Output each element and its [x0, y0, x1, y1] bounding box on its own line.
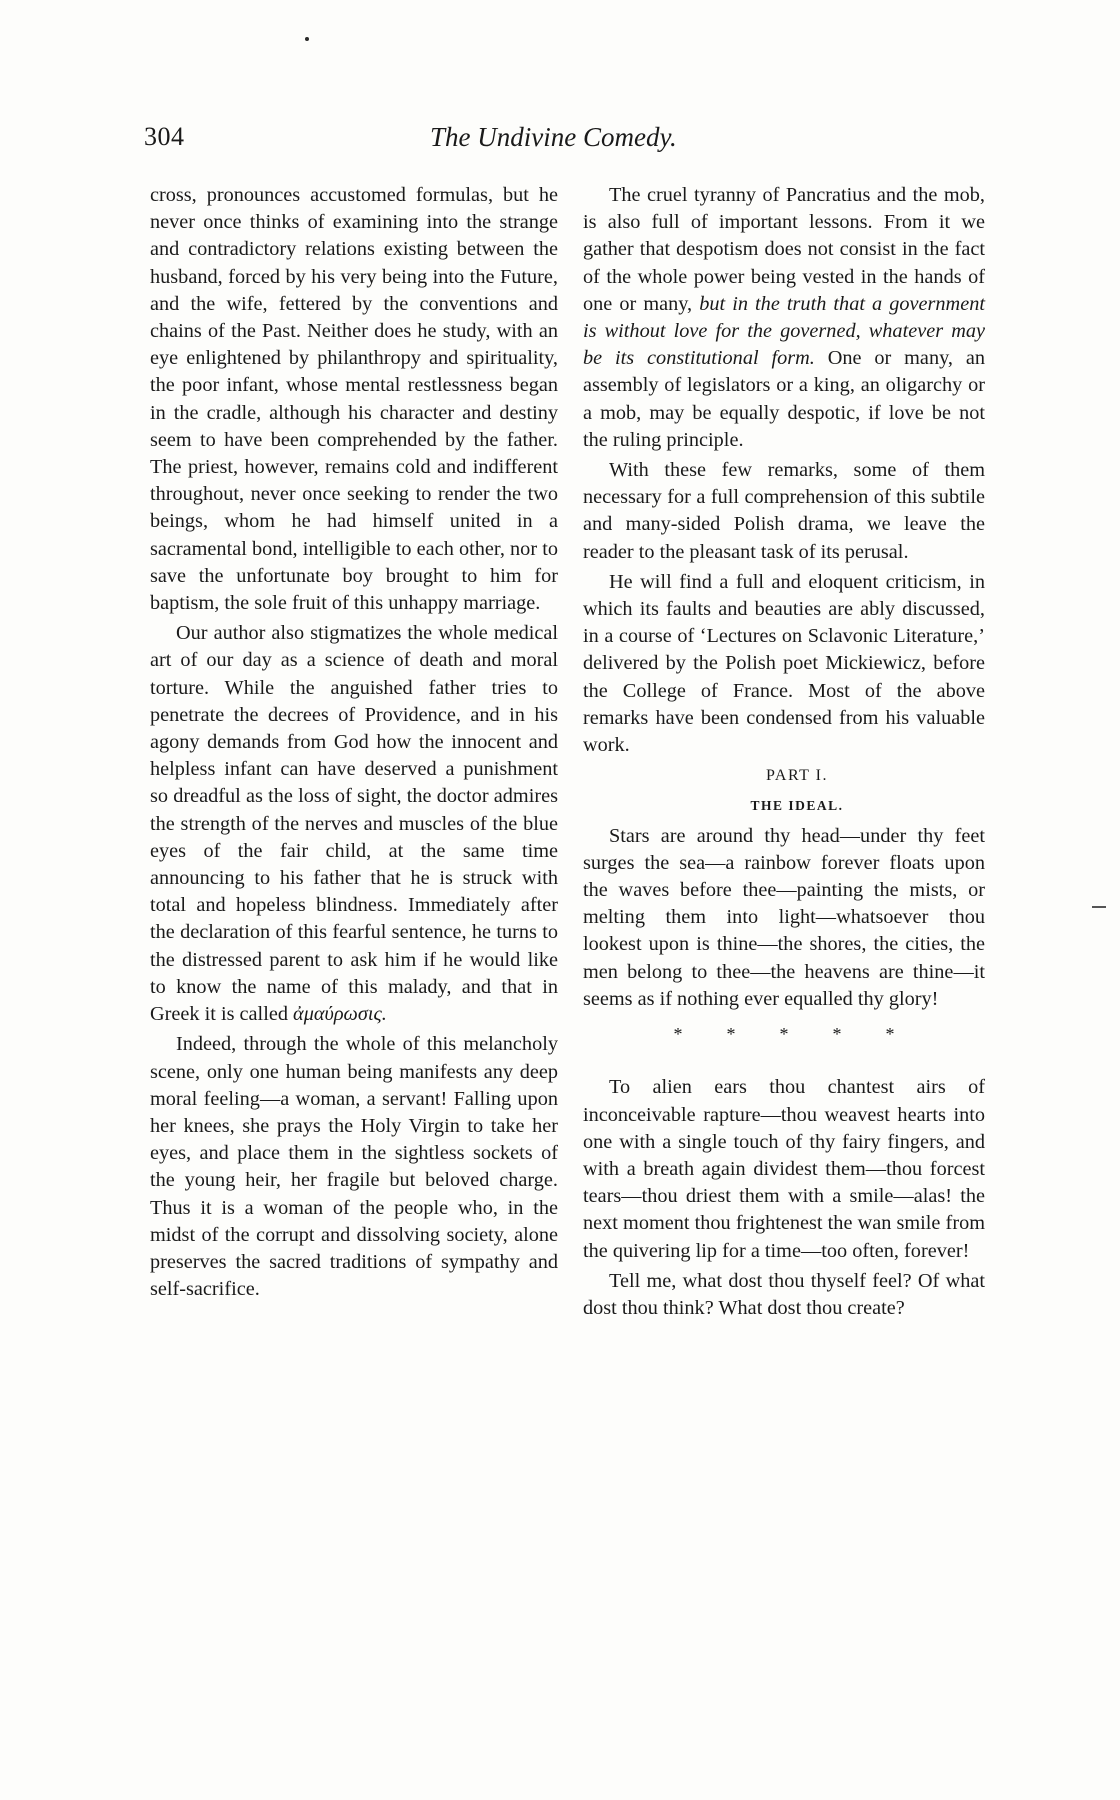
right-paragraph-1-start: The cruel tyranny of Pancratius and the mob, is also full of important lessons. From it we gather that despotism does not consist in the fact of the whole power being vested in the hands of one or many, — [583, 184, 985, 315]
right-paragraph-6: Tell me, what dost thou thyself feel? Of what dost thou think? What dost thou create? — [583, 1269, 985, 1319]
left-paragraph-3: Indeed, through the whole of this melancholy scene, only one human being manifests any deep moral feeling—a woman, a servant! Falling upon her knees, she prays the Holy Virgin to take her eyes, and place them in the sightless sockets of the young heir, her fragile but beloved charge. Thus it is a woman of the people who, in the midst of the corrupt and dissolving society, alone preserves the sacred traditions of sympathy and self-sacrifice. — [150, 1033, 558, 1301]
margin-mark — [1092, 906, 1106, 908]
right-paragraph-1 — [583, 182, 985, 454]
right-paragraph-4: Stars are around thy head—under thy feet surges the sea—a rainbow forever floats upon the waves before thee—painting the mists, or melting them into light—whatsoever thou lookest upon is thine—the shores, the cities, the men belong to thee—the heavens are thine—it seems as if nothing ever equalled thy glory! — [583, 824, 985, 1010]
part-heading: PART I. — [765, 767, 828, 785]
greek-term: ἀμαύρωσις. — [293, 1003, 387, 1026]
asterism: * — [779, 1024, 789, 1045]
right-paragraph-5: To alien ears thou chantest airs of inconceivable rapture—thou weavest hearts into one with a single touch of thy fairy fingers, and with a breath again dividest them—thou forcest tears—thou driest them with a smile—alas! the next moment thou frightenest the wan smile from the quivering lip for a time—too often, forever! — [583, 1076, 985, 1262]
page-header — [0, 122, 1120, 158]
left-paragraph-2-text: Our author also stigmatizes the whole medical art of our day as a science of death and moral torture. While the anguished father tries to penetrate the decrees of Providence, and in his agony demands from God how the innocent and helpless infant can have deserved a punishment so dreadful as the loss of sight, the doctor admires the strength of the nerves and muscles of the blue eyes of the fair child, at the same time announcing to his father that he is struck with total and hopeless blindness. Immediately after the declaration of this fearful sentence, he turns to the distressed parent to ask him if he would like to know the name of this malady, and that in Greek it is called — [150, 622, 558, 1026]
right-column — [583, 182, 985, 1325]
right-paragraph-1-italic: but in the truth that a government is without love for the governed, whatever may be its constitutional form. — [583, 292, 985, 370]
section-heading: THE IDEAL. — [750, 798, 844, 814]
right-paragraph-2: With these few remarks, some of them necessary for a full comprehension of this subtile and many-sided Polish drama, we leave the reader to the pleasant task of its perusal. — [583, 459, 985, 563]
left-paragraph-1: cross, pronounces accustomed formulas, but he never once thinks of examining into the strange and contradictory relations existing between the husband, forced by his very being into the Future, and the wife, fettered by the conventions and chains of the Past. Neither does he study, with an eye enlightened by philanthropy and spirituality, the poor infant, whose mental restlessness began in the cradle, although his character and destiny seem to have been comprehended by the father. The priest, however, remains cold and indifferent throughout, never once seeking to render the two beings, whom he had himself united in a sacramental bond, intelligible to each other, nor to save the unfortunate boy brought to him for baptism, the sole fruit of this unhappy marriage. — [150, 184, 558, 615]
asterism: * — [885, 1024, 895, 1045]
right-paragraph-3: He will find a full and eloquent criticism, in which its faults and beauties are ably discussed, in a course of ‘Lectures on Sclavonic Literature,’ delivered by the Polish poet Mickiewicz, before the College of France. Most of the above remarks have been condensed from his valuable work. — [583, 570, 985, 757]
left-paragraph-2 — [150, 620, 558, 1028]
asterism: * — [673, 1024, 683, 1045]
left-column — [150, 182, 558, 1306]
right-paragraph-1-end: One or many, an assembly of legislators or a king, an oligarchy or a mob, may be equally despotic, if love be not the ruling principle. — [583, 347, 985, 451]
running-title: The Undivine Comedy. — [430, 122, 677, 152]
asterism-separator — [583, 1021, 985, 1048]
page-number: 304 — [144, 122, 185, 151]
ink-speck — [305, 37, 309, 41]
asterism: * — [726, 1024, 736, 1045]
asterism: * — [832, 1024, 842, 1045]
